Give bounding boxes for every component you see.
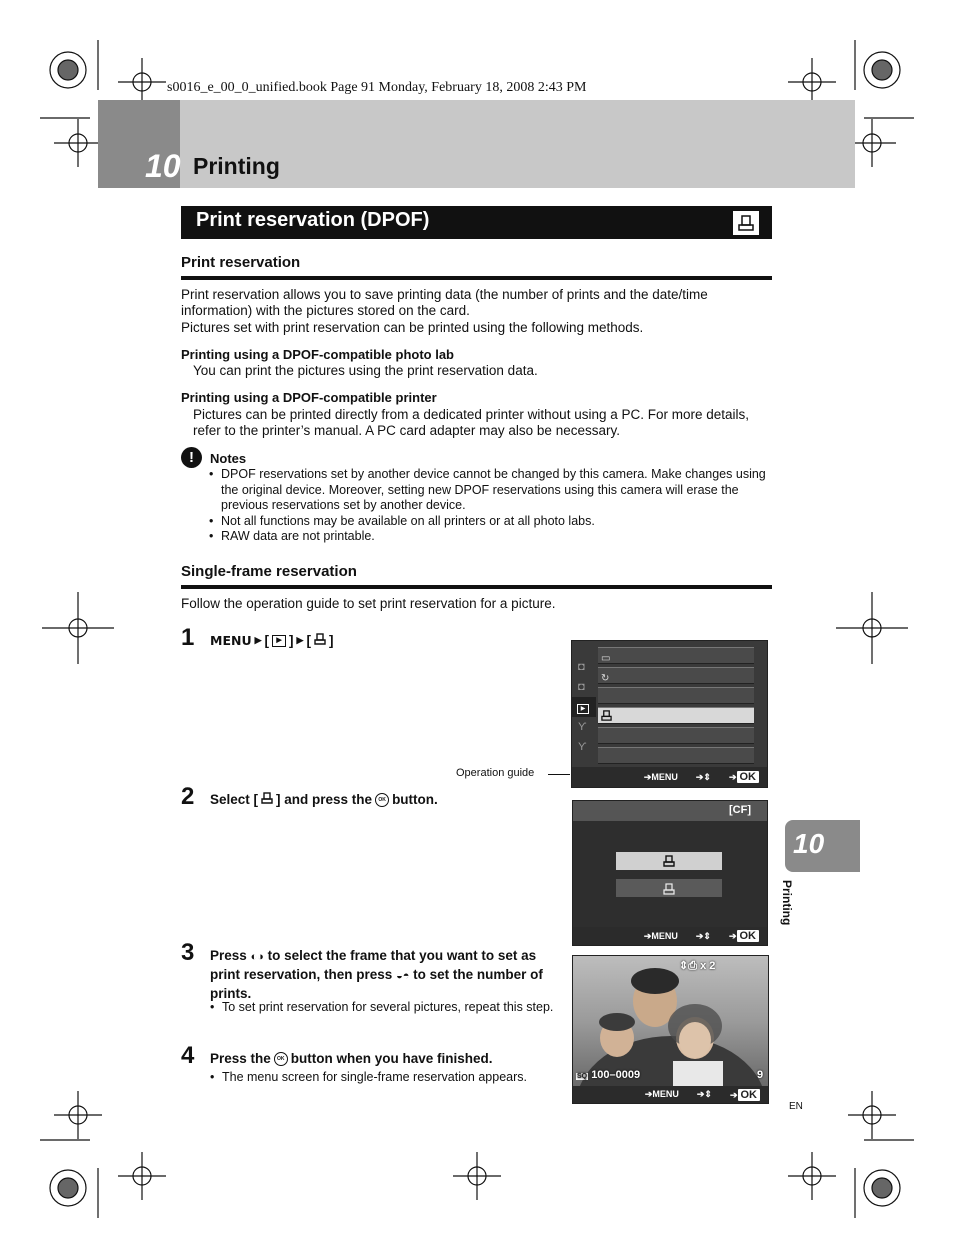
print-icon <box>261 791 273 808</box>
frame-number: 9 <box>757 1069 764 1081</box>
down-up-button-icon: ◒◓ <box>396 970 410 982</box>
print-icon: ⇕⎙ <box>679 960 698 972</box>
step-number: 1 <box>181 624 195 651</box>
print-icon <box>663 855 675 867</box>
heading-rule <box>181 585 772 589</box>
language-label: EN <box>789 1101 803 1112</box>
setup1-tab-icon: ϒ <box>578 721 587 733</box>
operation-guide-bar <box>573 1086 768 1103</box>
side-chapter-label: Printing <box>780 880 794 926</box>
step-number: 2 <box>181 783 195 810</box>
step-1-text: MENU ▶ [ ▶ ] ▶ [ ] <box>210 633 334 648</box>
updown-guide-icon: ➔⇕ <box>695 930 711 941</box>
warning-icon: ! <box>181 447 202 468</box>
print-icon <box>314 632 326 649</box>
method-printer-title: Printing using a DPOF-compatible printer <box>181 390 437 405</box>
notes-label: Notes <box>210 451 247 466</box>
list-item: • To set print reservation for several pictures, repeat this step. <box>210 1000 554 1014</box>
ok-button-icon: OK <box>274 1052 288 1066</box>
arrow-right-icon: ▶ <box>296 635 304 645</box>
methods-paragraph: Pictures set with print reservation can be printed using the following methods. <box>181 320 644 335</box>
menu-screen <box>571 640 768 788</box>
all-print-option[interactable] <box>616 879 722 897</box>
step-2-text: Select [ ] and press the OK button. <box>210 792 438 807</box>
playback-icon: ▶ <box>272 635 286 647</box>
heading-rule <box>181 276 772 280</box>
print-count-indicator: ⇕⎙ x 2 <box>679 960 716 972</box>
operation-guide-leader <box>548 774 570 775</box>
setup2-tab-icon: ϒ <box>578 741 587 753</box>
print-all-icon <box>662 881 676 895</box>
photo-screen <box>572 955 769 1104</box>
menu-row-slideshow[interactable]: ▭ <box>598 647 754 664</box>
list-item: • The menu screen for single-frame reservation appears. <box>210 1070 528 1084</box>
book-header-line: s0016_e_00_0_unified.book Page 91 Monday, February 18, 2008 2:43 PM <box>167 80 587 95</box>
menu-row-blank[interactable] <box>598 687 754 704</box>
menu-row-print-reservation[interactable] <box>598 707 754 724</box>
single-print-option[interactable] <box>616 852 722 870</box>
camera2-tab-icon: ◘ <box>578 681 585 693</box>
operation-guide-bar <box>573 927 767 945</box>
arrow-right-icon: ▶ <box>254 635 262 645</box>
family-photo <box>573 956 769 1086</box>
section-title: Print reservation (DPOF) <box>196 209 430 231</box>
step-number: 3 <box>181 939 195 966</box>
ok-button-icon: OK <box>375 793 389 807</box>
intro-paragraph: Print reservation allows you to save printing data (the number of prints and the date/time information) with the pictures stored on the card. <box>181 287 708 318</box>
side-chapter-number: 10 <box>793 828 825 859</box>
menu-row-rotate[interactable]: ↻ <box>598 667 754 684</box>
notes-list <box>209 467 771 545</box>
menu-row-blank[interactable] <box>598 727 754 744</box>
menu-guide: ➔MENU <box>643 771 678 782</box>
menu-guide: ➔MENU <box>644 1089 679 1099</box>
print-type-screen <box>572 800 768 946</box>
quality-icon: SQ <box>577 1073 588 1080</box>
left-right-button-icon: ◐◑ <box>250 951 264 963</box>
file-number: SQ 100–0009 <box>577 1069 641 1081</box>
single-frame-intro: Follow the operation guide to set print reservation for a picture. <box>181 596 556 611</box>
operation-guide-bar <box>572 767 767 787</box>
method-photo-lab-title: Printing using a DPOF-compatible photo lab <box>181 347 454 362</box>
playback-tab-icon: ▶ <box>572 697 596 717</box>
list-item: • RAW data are not printable. <box>209 529 375 543</box>
print-reservation-heading: Print reservation <box>181 254 301 271</box>
chapter-title: Printing <box>193 153 280 179</box>
list-item: • DPOF reservations set by another device cannot be changed by this camera. Make changes using the original device. Moreover, setting new DPOF reservations using this camera will erase the previous reservations set by another device. <box>209 467 766 512</box>
card-indicator: [CF] <box>729 804 751 816</box>
list-item: • Not all functions may be available on all printers or at all photo labs. <box>209 513 595 528</box>
select-guide-icon: ➔⇕ <box>696 1089 712 1099</box>
menu-row-blank[interactable] <box>598 747 754 764</box>
ok-guide: ➔ OK <box>729 771 759 783</box>
operation-guide-label: Operation guide <box>456 767 535 779</box>
step-4-text: Press the OK button when you have finished. <box>210 1051 493 1066</box>
ok-guide: ➔ OK <box>730 1089 760 1101</box>
method-photo-lab-text: You can print the pictures using the print reservation data. <box>193 363 538 378</box>
step-3-text: Press ◐◑ to select the frame that you want to set as print reservation, then press ◒◓ to set the number of prints. <box>210 948 543 1001</box>
step-number: 4 <box>181 1042 195 1069</box>
print-icon <box>601 708 612 725</box>
single-frame-heading: Single-frame reservation <box>181 563 357 580</box>
chapter-number: 10 <box>145 148 181 184</box>
menu-guide: ➔MENU <box>643 930 678 941</box>
ok-guide: ➔ OK <box>729 930 759 942</box>
print-icon <box>732 210 760 236</box>
select-guide-icon: ➔⇕ <box>695 771 711 782</box>
camera1-tab-icon: ◘ <box>578 661 585 673</box>
method-printer-text: Pictures can be printed directly from a dedicated printer without using a PC. For more details, refer to the printer’s manual. A PC card adapter may also be necessary. <box>193 407 750 438</box>
